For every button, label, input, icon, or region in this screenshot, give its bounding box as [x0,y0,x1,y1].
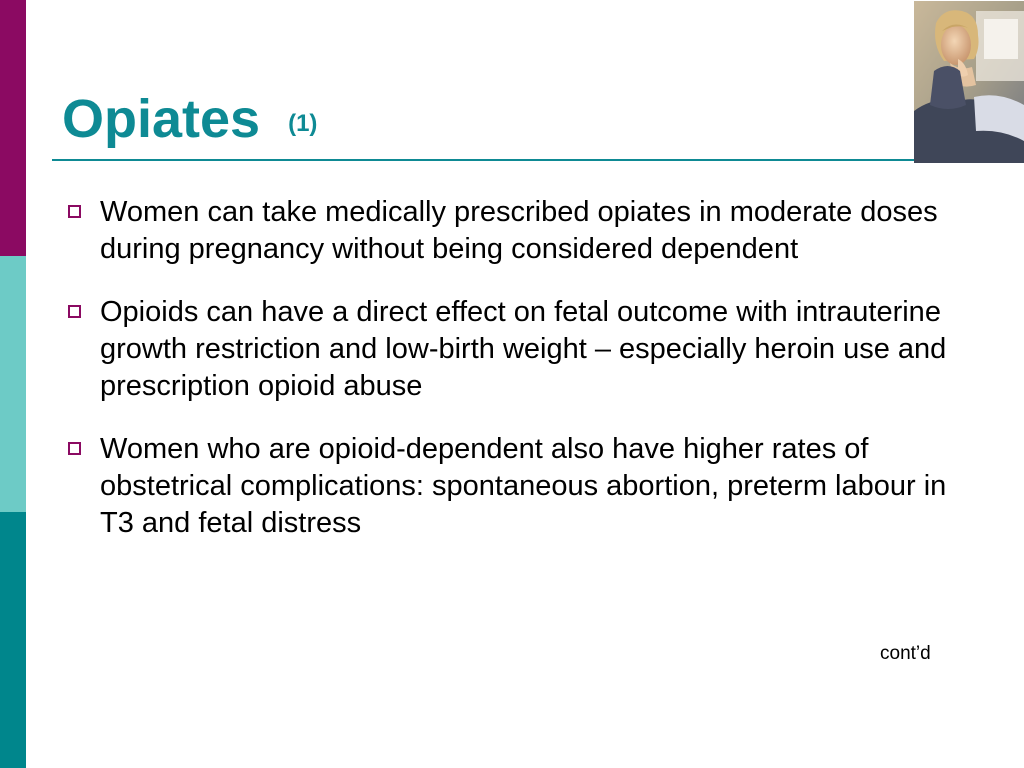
slide-title-suffix: (1) [288,110,318,137]
bullet-item [64,294,984,405]
side-band-teal [0,512,26,768]
square-bullet-icon [68,442,81,455]
bullet-item [64,431,984,542]
bullet-item [64,194,984,268]
square-bullet-icon [68,205,81,218]
continuation-note: cont’d [880,643,931,664]
slide-title [62,84,317,165]
bullet-text: Women who are opioid-dependent also have higher rates of obstetrical complications: spontaneous abortion, preterm labour in T3 and fetal distress [100,433,947,539]
side-band-magenta [0,0,26,256]
square-bullet-icon [68,305,81,318]
title-underline [52,159,914,161]
bullet-list [64,194,984,568]
bullet-text: Women can take medically prescribed opiates in moderate doses during pregnancy without being considered dependent [100,196,938,265]
bullet-text: Opioids can have a direct effect on fetal outcome with intrauterine growth restriction and low-birth weight – especially heroin use and prescription opioid abuse [100,296,947,402]
slide-title-text: Opiates [62,89,261,149]
photo-woman-thinking [914,1,1024,163]
side-band-light-teal [0,256,26,512]
